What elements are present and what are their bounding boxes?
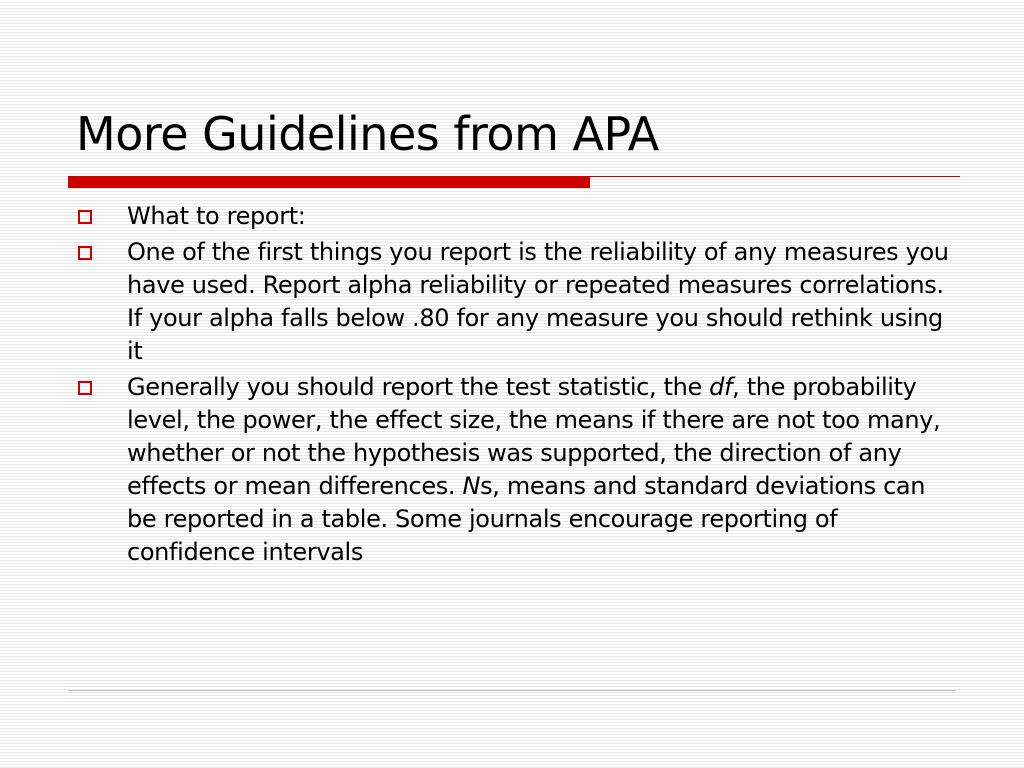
bullet-segment: One of the first things you report is the reliability of any measures you have used. Report alpha reliability or repeated measures correlations. If your alpha falls below .80 for any measure you should rethink using it <box>127 238 949 365</box>
bullet-item <box>76 236 956 368</box>
bullet-text <box>127 202 306 230</box>
bullet-text <box>127 238 949 365</box>
title-underline-thick <box>68 176 590 188</box>
bullet-segment: What to report: <box>127 202 306 230</box>
bullet-segment-italic: df <box>709 373 733 401</box>
bullet-segment-italic: N <box>462 472 481 500</box>
bullet-segment: Generally you should report the test statistic, the <box>127 373 710 401</box>
hollow-square-icon <box>78 381 92 395</box>
title-underline-thin <box>590 176 960 177</box>
bullet-text <box>127 373 940 566</box>
hollow-square-icon <box>78 210 92 224</box>
bullet-list <box>76 200 956 572</box>
bullet-item <box>76 200 956 233</box>
bullet-item <box>76 371 956 569</box>
bullet-segment: s, means and standard deviations can be reported in a table. Some journals encourage reporting of confidence intervals <box>127 472 926 566</box>
slide-title: More Guidelines from APA <box>76 107 659 161</box>
hollow-square-icon <box>78 246 92 260</box>
bullet-segment: , the probability level, the power, the effect size, the means if there are not too many, whether or not the hypothesis was supported, the direction of any effects or mean differences. <box>127 373 941 500</box>
footer-divider <box>68 690 956 691</box>
